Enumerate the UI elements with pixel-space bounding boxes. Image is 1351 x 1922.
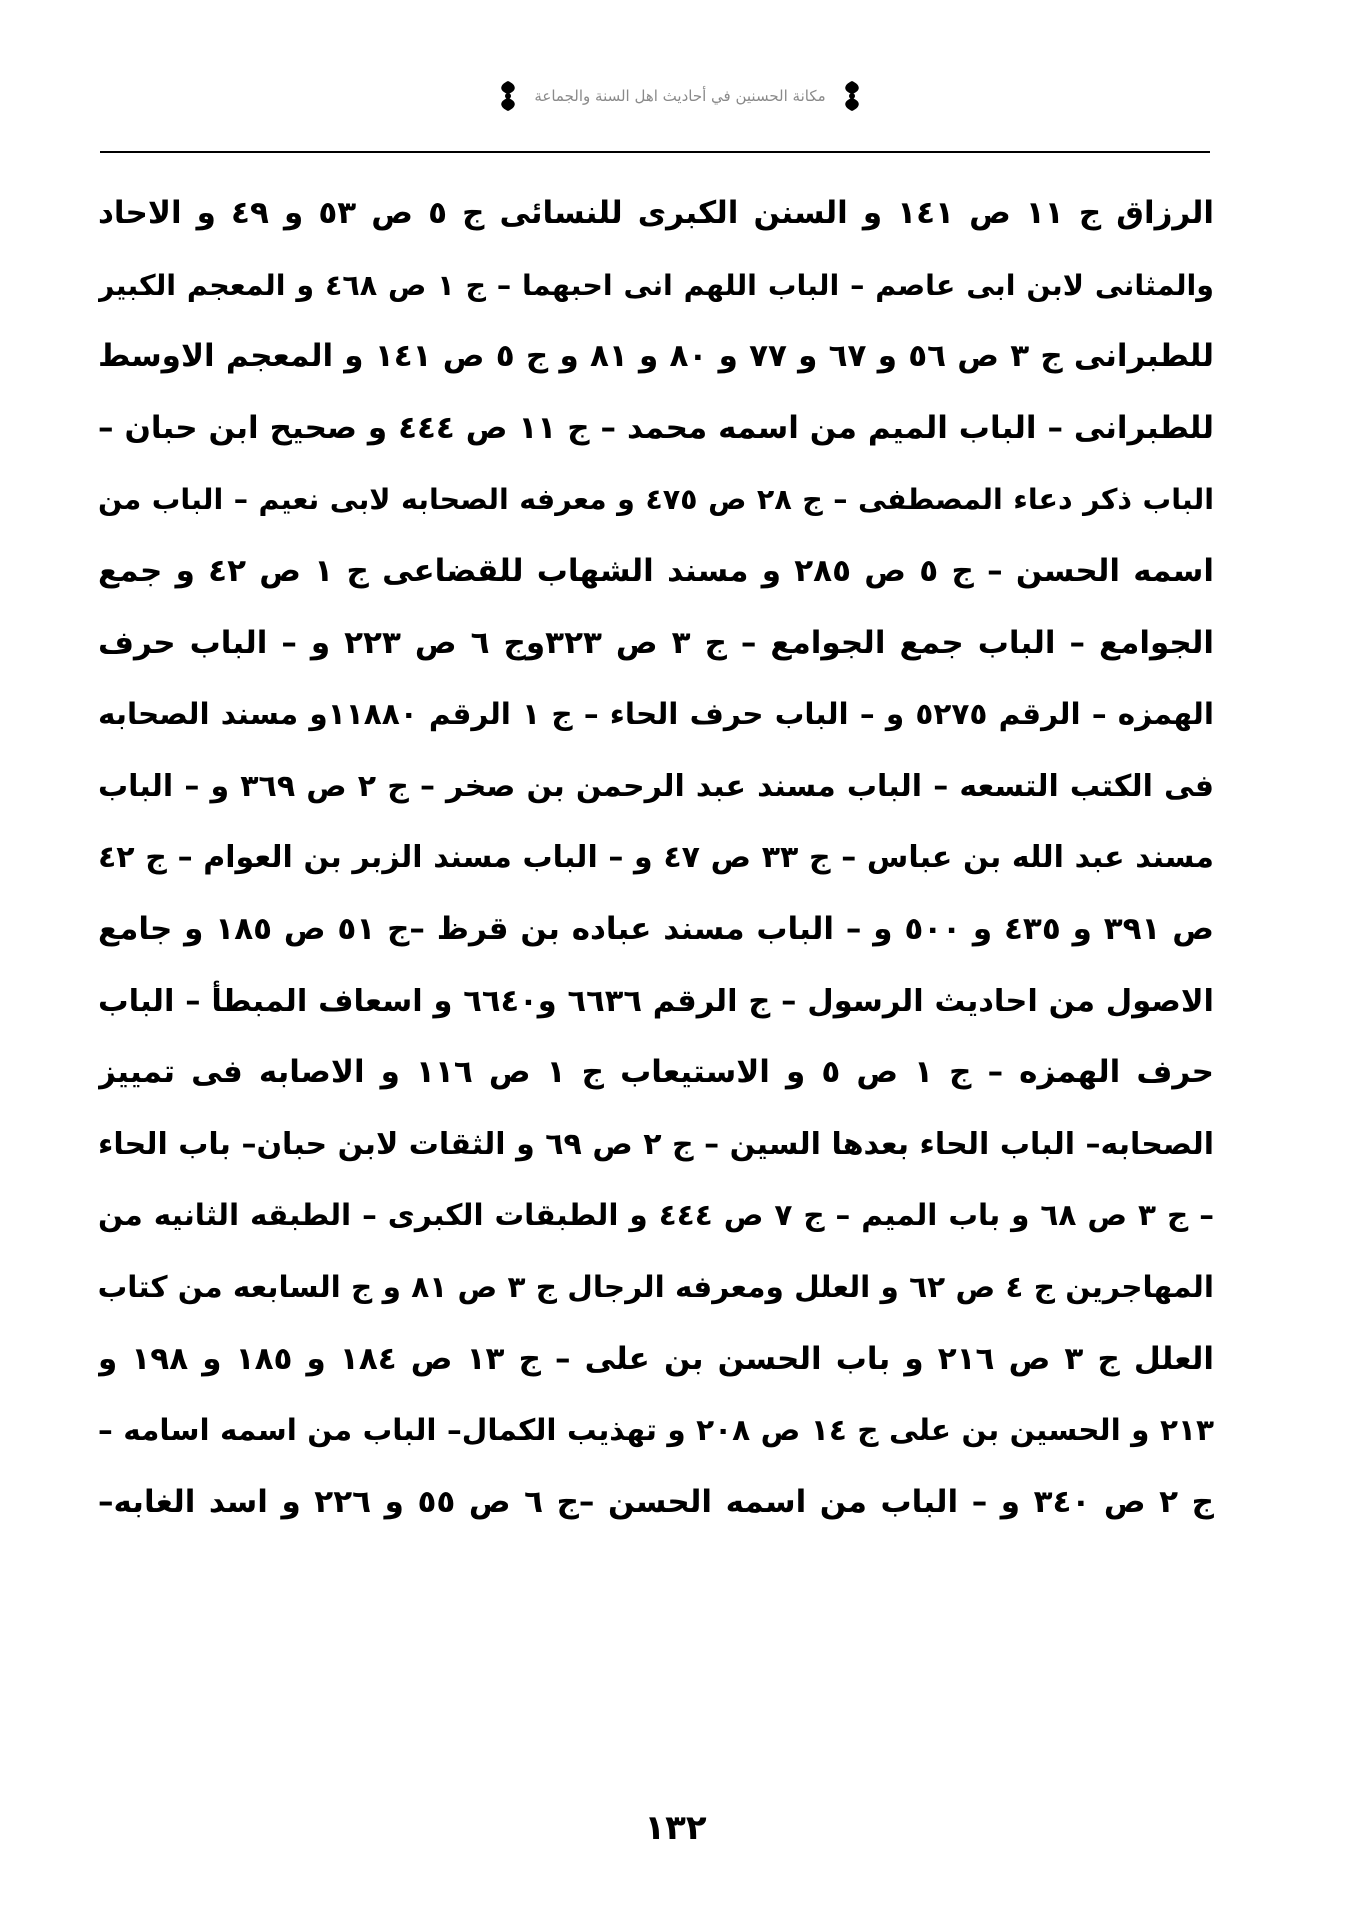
text-line: الصحابه– الباب الحاء بعدها السين – ج ٢ ص ٦٩ و الثقات لابن حبان– باب الحاء [98,1126,1214,1162]
text-line: الرزاق ج ١١ ص ١٤١ و السنن الكبرى للنسائى ج ٥ ص ٥٣ و ٤٩ و الاحاد [98,195,1214,231]
ornament-icon [836,76,868,116]
text-line: فى الكتب التسعه – الباب مسند عبد الرحمن بن صخر – ج ٢ ص ٣٦٩ و – الباب [98,768,1214,804]
text-line: ٢١٣ و الحسين بن على ج ١٤ ص ٢٠٨ و تهذيب الكمال– الباب من اسمه اسامه – [98,1413,1214,1448]
header-divider [100,151,1210,153]
text-line: الهمزه – الرقم ٥٢٧٥ و – الباب حرف الحاء – ج ١ الرقم ١١٨٨٠و مسند الصحابه [98,697,1214,732]
text-line: ج ٢ ص ٣٤٠ و – الباب من اسمه الحسن –ج ٦ ص ٥٥ و ٢٢٦ و اسد الغابه– [98,1483,1214,1520]
text-line: الاصول من احاديث الرسول – ج الرقم ٦٦٣٦ و٦٦٤٠ و اسعاف المبطأ – الباب [98,983,1214,1019]
text-line: المهاجرين ج ٤ ص ٦٢ و العلل ومعرفه الرجال ج ٣ ص ٨١ و ج السابعه من كتاب [98,1269,1214,1304]
ornament-icon [492,76,524,116]
text-line: الجوامع – الباب جمع الجوامع – ج ٣ ص ٣٢٣وج ٦ ص ٢٢٣ و – الباب حرف [98,624,1214,661]
text-line: حرف الهمزه – ج ١ ص ٥ و الاستيعاب ج ١ ص ١١٦ و الاصابه فى تمييز [98,1054,1214,1091]
page-number: ١٣٢ [644,1808,707,1848]
text-line: مسند عبد الله بن عباس – ج ٣٣ ص ٤٧ و – الباب مسند الزبر بن العوام – ج ٤٢ [98,840,1214,876]
text-line: – ج ٣ ص ٦٨ و باب الميم – ج ٧ ص ٤٤٤ و الطبقات الكبرى – الطبقه الثانيه من [98,1198,1214,1233]
page-header [460,68,900,124]
text-line: الباب ذكر دعاء المصطفى – ج ٢٨ ص ٤٧٥ و معرفه الصحابه لابى نعيم – الباب من [98,483,1214,517]
text-line: اسمه الحسن – ج ٥ ص ٢٨٥ و مسند الشهاب للقضاعى ج ١ ص ٤٢ و جمع [98,552,1214,589]
page-header-title: مكانة الحسنين في أحاديث اهل السنة والجماعة [534,87,826,105]
text-line: للطبرانى – الباب الميم من اسمه محمد – ج ١١ ص ٤٤٤ و صحيح ابن حبان – [98,409,1214,446]
text-line: ص ٣٩١ و ٤٣٥ و ٥٠٠ و – الباب مسند عباده بن قرظ –ج ٥١ ص ١٨٥ و جامع [98,910,1214,947]
text-line: للطبرانى ج ٣ ص ٥٦ و ٦٧ و ٧٧ و ٨٠ و ٨١ و ج ٥ ص ١٤١ و المعجم الاوسط [98,338,1214,375]
text-line: العلل ج ٣ ص ٢١٦ و باب الحسن بن على – ج ١٣ ص ١٨٤ و ١٨٥ و ١٩٨ و [98,1340,1214,1377]
body-text [98,178,1214,1538]
text-line: والمثانى لابن ابى عاصم – الباب اللهم انى احبهما – ج ١ ص ٤٦٨ و المعجم الكبير [98,268,1214,302]
